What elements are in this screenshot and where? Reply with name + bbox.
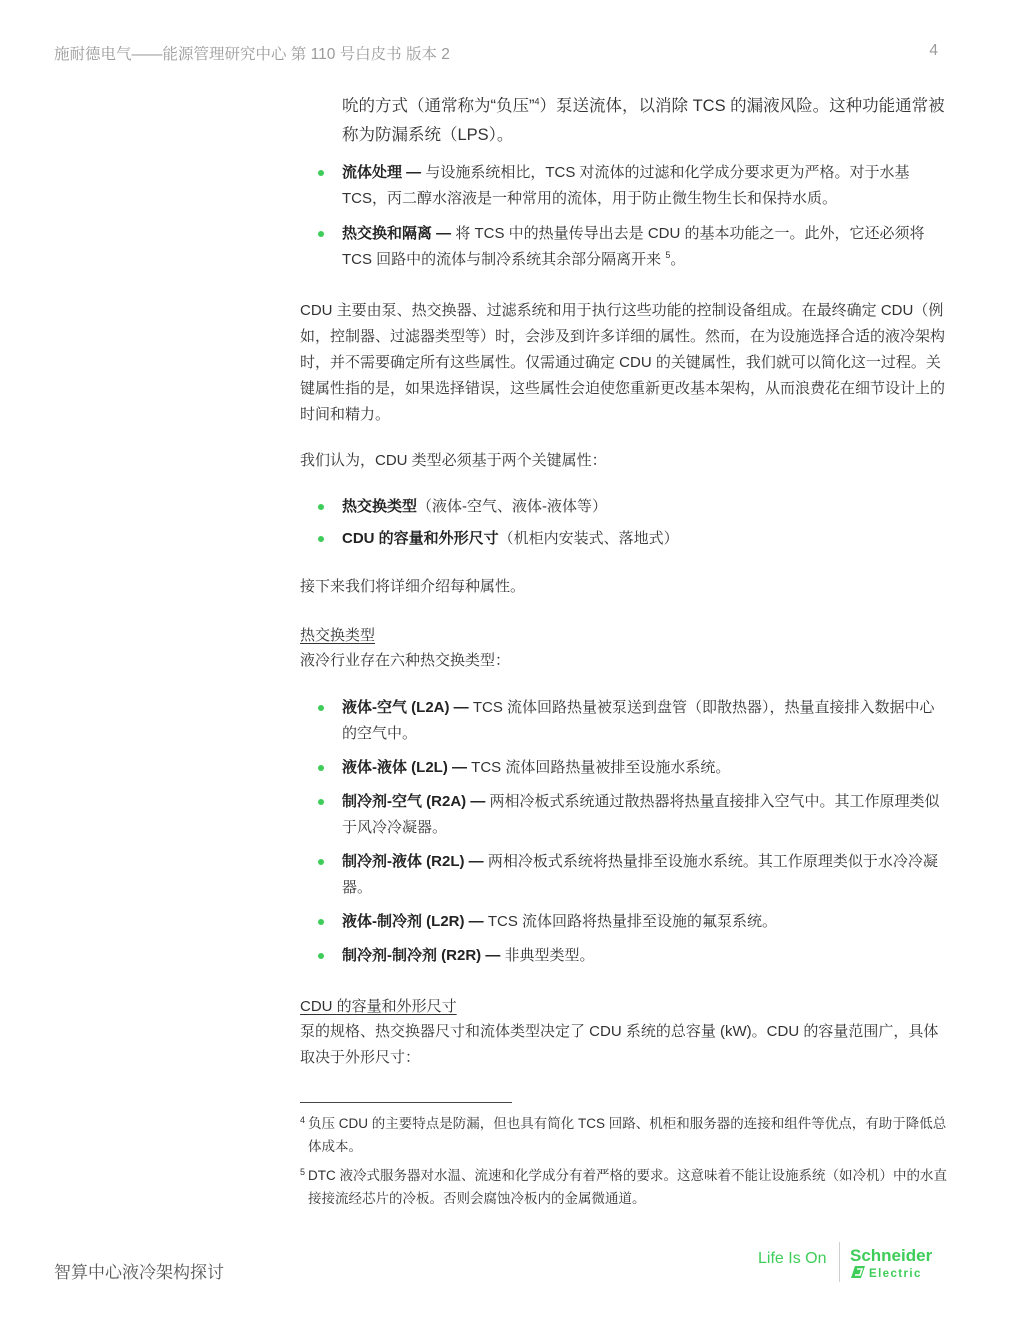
footnote-number: 5 bbox=[300, 1167, 306, 1177]
page-number: 4 bbox=[929, 42, 938, 59]
intro-paragraph: 吮的方式（通常称为“负压”$^4$）泵送流体，以消除 TCS 的漏液风险。这种功能通常被称为防漏系统（LPS）。 bbox=[342, 96, 945, 144]
bullet-dot-icon bbox=[318, 536, 324, 542]
main-content bbox=[300, 92, 948, 1071]
header-title: 施耐德电气——能源管理研究中心 第 110 号白皮书 版本 2 bbox=[54, 46, 450, 63]
footer-divider bbox=[839, 1242, 840, 1282]
bullet-dot-icon bbox=[318, 504, 324, 510]
footnote-ref-4[interactable]: 4 bbox=[534, 96, 540, 107]
bullet-dot-icon bbox=[318, 859, 324, 865]
section-heat-exchange bbox=[300, 624, 948, 673]
footnote-divider bbox=[300, 1102, 512, 1103]
list-item: 液体-制冷剂 (L2R) — TCS 流体回路将热量排至设施的氟泵系统。 bbox=[300, 909, 948, 935]
list-item: 制冷剂-制冷剂 (R2R) — 非典型类型。 bbox=[300, 943, 948, 969]
list-item: CDU 的容量和外形尺寸（机柜内安装式、落地式） bbox=[300, 526, 948, 552]
lio-icon bbox=[851, 1266, 865, 1278]
page-header bbox=[54, 42, 944, 66]
list-item: 制冷剂-空气 (R2A) — 两相冷板式系统通过散热器将热量直接排入空气中。其工作原理类似于风冷冷凝器。 bbox=[300, 789, 948, 841]
transition-paragraph: 接下来我们将详细介绍每种属性。 bbox=[300, 578, 526, 595]
bullet-dot-icon bbox=[318, 953, 324, 959]
bullet-dot-icon bbox=[318, 765, 324, 771]
list-item: 热交换类型（液体-空气、液体-液体等） bbox=[300, 494, 948, 520]
function-list bbox=[300, 160, 948, 273]
list-item: 液体-空气 (L2A) — TCS 流体回路热量被泵送到盘管（即散热器），热量直接排入数据中心的空气中。 bbox=[300, 695, 948, 747]
list-item: 流体处理 — 与设施系统相比，TCS 对流体的过滤和化学成分要求更为严格。对于水基 TCS，丙二醇水溶液是一种常用的流体，用于防止微生物生长和保持水质。 bbox=[300, 160, 948, 212]
footnote-ref-5[interactable]: 5 bbox=[665, 250, 671, 260]
section-intro: 液冷行业存在六种热交换类型： bbox=[300, 652, 511, 669]
brand-subname: Electric bbox=[869, 1268, 922, 1280]
bullet-dot-icon bbox=[318, 919, 324, 925]
list-item: 热交换和隔离 — 将 TCS 中的热量传导出去是 CDU 的基本功能之一。此外，它还必须将 TCS 回路中的流体与制冷系统其余部分隔离开来 $^5$。 bbox=[300, 221, 948, 273]
bullet-dot-icon bbox=[318, 705, 324, 711]
section-body: 泵的规格、热交换器尺寸和流体类型决定了 CDU 系统的总容量 (kW)。CDU 的容量范围广，具体取决于外形尺寸： bbox=[300, 1023, 939, 1066]
list-item: 液体-液体 (L2L) — TCS 流体回路热量被排至设施水系统。 bbox=[300, 755, 948, 781]
schneider-electric-logo bbox=[849, 1246, 949, 1280]
life-is-on-slogan: Life Is On bbox=[758, 1250, 827, 1267]
key-attributes-list bbox=[300, 494, 948, 552]
section-heading: 热交换类型 bbox=[300, 627, 376, 644]
cdu-paragraph: CDU 主要由泵、热交换器、过滤系统和用于执行这些功能的控制设备组成。在最终确定 CDU（例如，控制器、过滤器类型等）时，会涉及到许多详细的属性。然而，在为设施选择合适的液冷架构时，并不需要确定所有这些属性。仅需通过确定 CDU 的关键属性，我们就可以简化这一过程。关键属性指的是，如果选择错误，这些属性会迫使您重新更改基本架构，从而浪费花在细节设计上的时间和精力。 bbox=[300, 302, 946, 423]
heat-exchange-types-list bbox=[300, 695, 948, 969]
footnotes bbox=[300, 1112, 948, 1210]
section-capacity bbox=[300, 995, 948, 1071]
bullet-dot-icon bbox=[318, 231, 324, 237]
section-heading: CDU 的容量和外形尺寸 bbox=[300, 998, 457, 1015]
key-attributes-intro: 我们认为，CDU 类型必须基于两个关键属性： bbox=[300, 452, 607, 469]
footnote-5: 5 DTC 液冷式服务器对水温、流速和化学成分有着严格的要求。这意味着不能让设施系统（如冷机）中的水直接接流经芯片的冷板。否则会腐蚀冷板内的金属微通道。 bbox=[300, 1164, 948, 1210]
bullet-dot-icon bbox=[318, 799, 324, 805]
bullet-dot-icon bbox=[318, 170, 324, 176]
footnote-4: 4 负压 CDU 的主要特点是防漏，但也具有简化 TCS 回路、机柜和服务器的连接和组件等优点，有助于降低总体成本。 bbox=[300, 1112, 948, 1158]
footnote-number: 4 bbox=[300, 1115, 306, 1125]
list-item: 制冷剂-液体 (R2L) — 两相冷板式系统将热量排至设施水系统。其工作原理类似于水冷冷凝器。 bbox=[300, 849, 948, 901]
brand-name: Schneider bbox=[850, 1246, 933, 1265]
footer-doc-title: 智算中心液冷架构探讨 bbox=[54, 1263, 224, 1282]
